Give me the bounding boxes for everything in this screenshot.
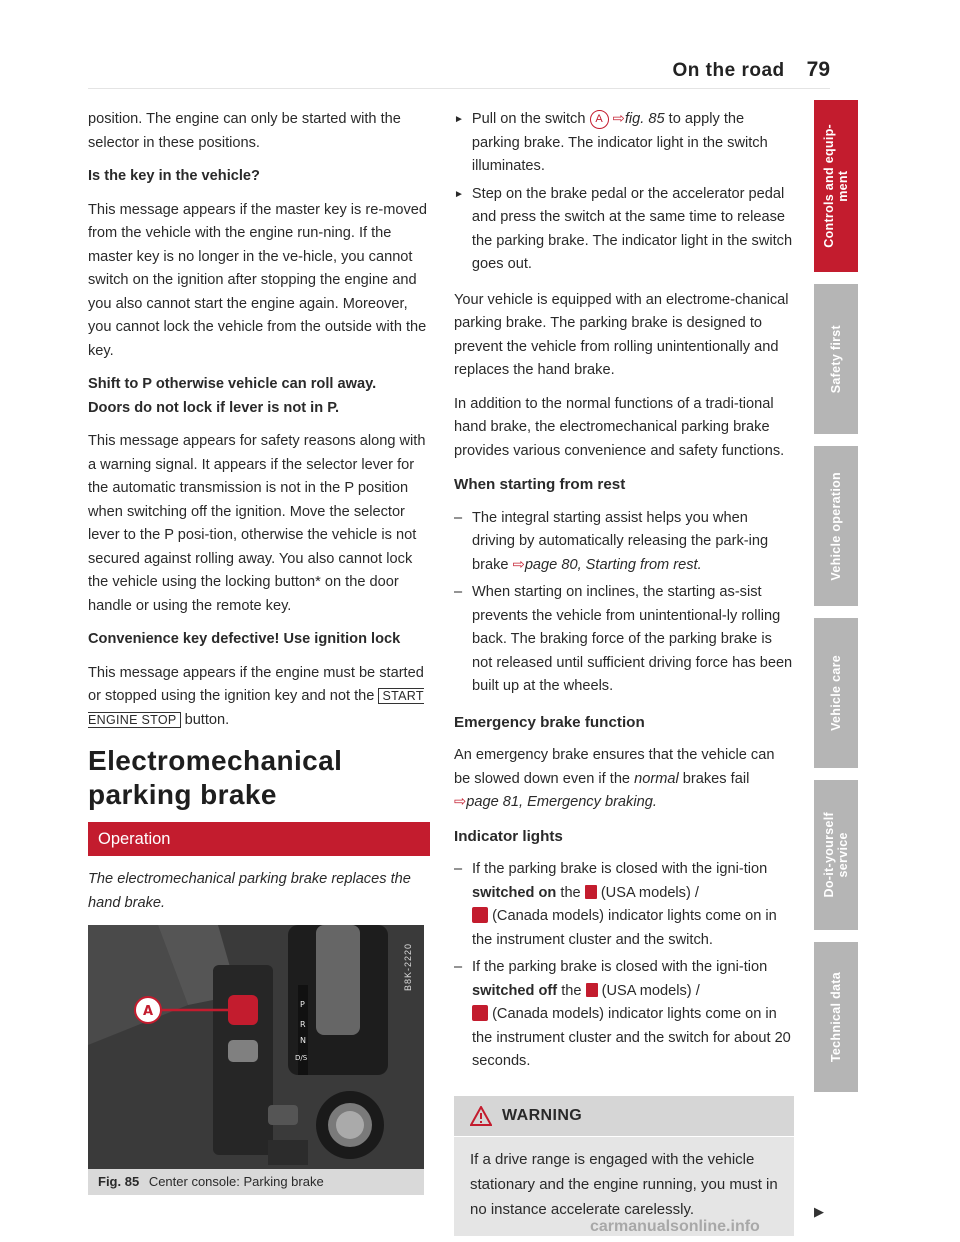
- text: This message appears if the engine must be started or stopped using the ignition key and not the: [88, 664, 424, 704]
- dash-item: – When starting on inclines, the starting as-sist prevents the vehicle from unintentional-ly rolling back. The braking force of the parking brake is not released until sufficient driving force has been built up at the wheels.: [454, 584, 793, 694]
- dash-item: – If the parking brake is closed with the igni-tion switched on the (USA models) / (Canada models) indicator lights come on in the instrument cluster and the switch.: [454, 861, 777, 948]
- figure-label: Fig. 85: [98, 1174, 140, 1189]
- figure-code: B8K-2220: [402, 943, 413, 992]
- paragraph: This message appears for safety reasons along with a warning signal. It appears if the selector lever for the automatic transmission is not in the P position when switching off the ignition. Move the selector lever to the P posi-tion, otherwise the vehicle is not secured against rolling away. You also cannot lock the vehicle using the locking button* on the door handle or using the remote key.: [88, 433, 426, 614]
- subheading: When starting from rest: [454, 476, 626, 493]
- console-photo: [88, 925, 424, 1169]
- canada-brake-lamp-icon: [472, 1005, 488, 1021]
- intro-text: The electromechanical parking brake replaces the hand brake.: [88, 871, 411, 911]
- dash-item: – If the parking brake is closed with the igni-tion switched off the (USA models) / (Canada models) indicator lights come on in the instrument cluster and the switch for about 20 seconds.: [454, 959, 791, 1069]
- side-tab-diy[interactable]: Do-it-yourself service: [814, 780, 858, 930]
- side-tab-technical[interactable]: Technical data: [814, 942, 858, 1092]
- page-header: [600, 58, 830, 82]
- right-column: [454, 108, 824, 1236]
- side-tab-controls[interactable]: Controls and equip- ment: [814, 100, 858, 272]
- canada-brake-lamp-icon: [472, 907, 488, 923]
- page-link[interactable]: page 80, Starting from rest.: [524, 556, 702, 573]
- paragraph: [88, 662, 430, 733]
- message-line: Shift to P otherwise vehicle can roll away.: [88, 376, 377, 392]
- key-label: START ENGINE STOP: [88, 689, 424, 727]
- bullet-item: [454, 183, 794, 277]
- figure-link[interactable]: fig. 85: [624, 111, 665, 127]
- usa-brake-lamp-icon: [585, 885, 597, 899]
- bullet-text: Step on the brake pedal or the accelerator pedal and press the switch at the same time to release the parking brake. The indicator light in the switch goes out.: [471, 185, 793, 272]
- subheading: Emergency brake function: [454, 713, 645, 731]
- svg-text:P: P: [300, 1000, 305, 1009]
- figure-center-console: [88, 925, 424, 1195]
- figure-caption: [88, 1169, 424, 1195]
- header-rule: [88, 88, 830, 89]
- side-tabs: [814, 100, 858, 1104]
- watermark: carmanualsonline.info: [590, 1218, 760, 1235]
- dash-item: – The integral starting assist helps you when driving by automatically releasing the park-ing brake ⇨page 80, Starting from rest.: [454, 509, 769, 573]
- operation-banner: Operation: [88, 822, 430, 856]
- warning-header: [454, 1096, 794, 1137]
- figure-callout: A: [142, 1004, 154, 1019]
- side-tab-safety[interactable]: Safety first: [814, 284, 858, 434]
- paragraph: This message appears if the master key is re-moved from the vehicle with the engine run-ning. If the master key is no longer in the ve-hicle, you cannot switch on the ignition after stopping the engine and you also cannot start the engine again. Moreover, you cannot lock the vehicle from the outside with the key.: [88, 201, 428, 359]
- chapter-title: Electromechanical parking brake: [88, 745, 343, 810]
- figure-caption-text: Center console: Parking brake: [148, 1174, 324, 1189]
- page-link[interactable]: page 81, Emergency braking.: [466, 794, 657, 810]
- svg-text:D/S: D/S: [295, 1054, 308, 1062]
- bullet-item: [454, 108, 794, 179]
- warning-box: [454, 1096, 824, 1236]
- bullet-arrow-icon: ►: [454, 114, 464, 125]
- message-heading: [88, 397, 430, 421]
- warning-text: If a drive range is engaged with the vehicle stationary and the engine running, you must in no instance accelerate carelessly.: [470, 1150, 778, 1218]
- section-title: On the road: [672, 60, 785, 81]
- side-tab-care[interactable]: Vehicle care: [814, 618, 858, 768]
- message-heading: Is the key in the vehicle?: [88, 168, 260, 184]
- left-column: [88, 108, 430, 1195]
- text: button.: [184, 711, 230, 728]
- bullet-arrow-icon: ►: [454, 188, 464, 200]
- warning-triangle-icon: [470, 1106, 492, 1126]
- message-heading: [88, 373, 430, 397]
- paragraph: position. The engine can only be started with the selector in these positions.: [88, 111, 401, 151]
- svg-text:R: R: [300, 1020, 306, 1029]
- page-number: 79: [806, 58, 830, 81]
- side-tab-operation[interactable]: Vehicle operation: [814, 446, 858, 606]
- paragraph: An emergency brake ensures that the vehicle can be slowed down even if the normal brakes fail ⇨page 81, Emergency braking.: [454, 747, 775, 810]
- bullet-text: Pull on the switch A ⇨fig. 85 to apply the parking brake. The indicator light in the switch illuminates.: [471, 111, 768, 174]
- message-line: Doors do not lock if lever is not in P.: [88, 399, 340, 416]
- usa-brake-lamp-icon: [586, 983, 598, 997]
- paragraph: In addition to the normal functions of a tradi-tional hand brake, the electromechanical parking brake provides various convenience and safety functions.: [454, 395, 785, 459]
- paragraph: Your vehicle is equipped with an electrome-chanical parking brake. The parking brake is designed to prevent the vehicle from rolling unintentionally and replaces the hand brake.: [454, 291, 789, 378]
- callout-a-icon: A: [590, 110, 609, 129]
- continued-arrow-icon: ▶: [814, 1204, 824, 1219]
- subheading: Indicator lights: [454, 827, 563, 845]
- svg-text:N: N: [300, 1036, 306, 1045]
- message-heading: Convenience key defective! Use ignition lock: [88, 631, 401, 647]
- warning-title: WARNING: [502, 1106, 583, 1124]
